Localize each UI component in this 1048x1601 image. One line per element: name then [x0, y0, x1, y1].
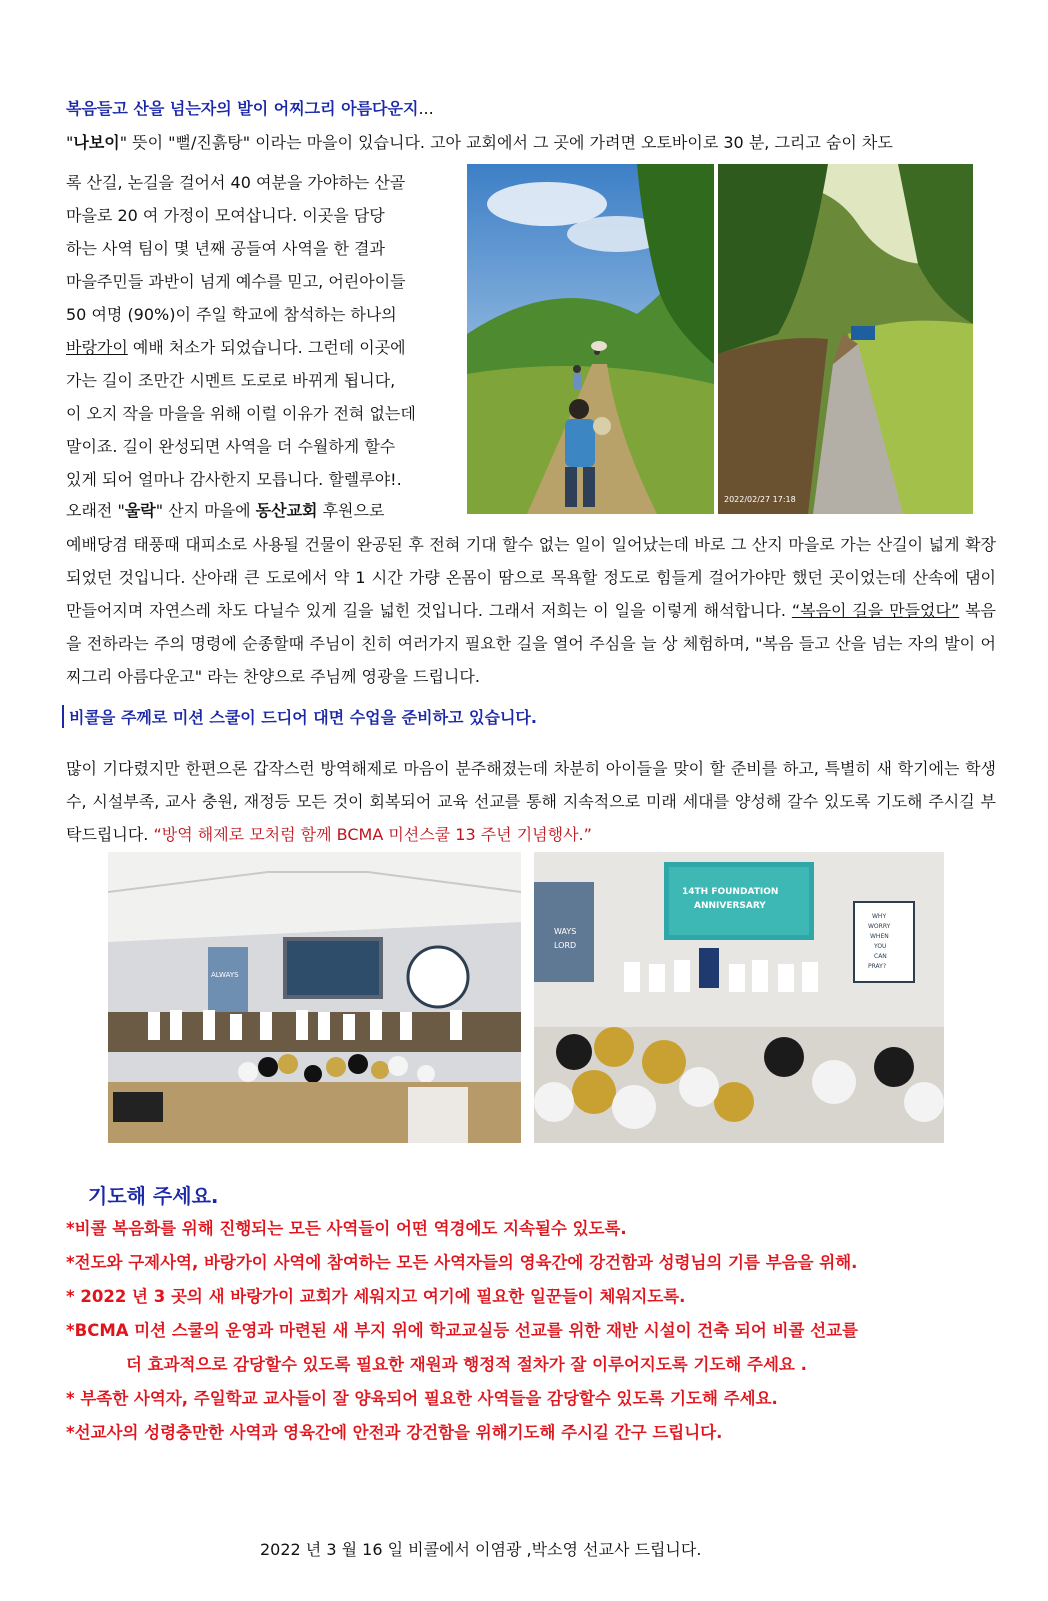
stage-sign-c: LORD	[554, 941, 577, 950]
text-fragment: 복음을 전하라는 주의 명령에 순종할때 주님이 친히 여러가지 필요한 길을 열어 주심을 늘 상 체험하며, "복음 들고 산을 넘는 자의 발이 어찌그리 아름다운고" 라는 찬양으로 주님께 영광을 드립니다.	[66, 601, 997, 686]
text-line: 하는 사역 팀이 몇 년째 공들여 사역을 한 결과	[66, 239, 385, 258]
wall-word: WORRY	[868, 923, 891, 930]
anniversary-illustration	[534, 852, 944, 1143]
anniversary-quote: “방역 해제로 모처럼 함께 BCMA 미션스쿨 13 주년 기념행사.”	[153, 825, 592, 844]
paragraph3-body	[66, 752, 996, 851]
prayer-item-continued: 더 효과적으로 감당할수 있도록 필요한 재원과 행정적 절차가 잘 이루어지도록 기도해 주세요 .	[126, 1355, 807, 1374]
prayer-item: *BCMA 미션 스쿨의 운영과 마련된 새 부지 위에 학교교실등 선교를 위한 재반 시설이 건축 되어 비콜 선교를	[66, 1321, 858, 1340]
stage-sign-b: WAYS	[554, 927, 577, 936]
wall-word: WHEN	[870, 933, 889, 940]
photo-stage-students	[108, 852, 521, 1143]
intro-quote: "	[66, 133, 74, 152]
intro-line	[66, 130, 996, 153]
section-title-gospel-feet	[66, 96, 434, 119]
wall-word: CAN	[874, 953, 887, 960]
text-fragment: 예배 처소가 되었습니다. 그런데 이곳에	[127, 338, 406, 357]
photo-anniversary-group	[534, 852, 944, 1143]
church-name: 동산교회	[255, 501, 318, 520]
underlined-quote: “복음이 길을 만들었다”	[791, 601, 960, 620]
prayer-item: * 2022 년 3 곳의 새 바랑가이 교회가 세워지고 여기에 필요한 일꾼들이 체워지도록.	[66, 1287, 686, 1306]
text-fragment: 오래전 "	[66, 501, 125, 520]
cement-road-illustration	[718, 164, 973, 514]
text-line: 있게 되어 얼마나 감사한지 모릅니다. 할렐루야!.	[66, 470, 402, 489]
prayer-item: * 부족한 사역자, 주일학교 교사들이 잘 양육되어 필요한 사역들을 감당할수 있도록 기도해 주세요.	[66, 1389, 778, 1408]
left-column-text	[66, 166, 466, 496]
village-name-ulak: 울락	[124, 501, 156, 520]
photo-hill-trail	[467, 164, 714, 514]
underlined-barangay: 바랑가이	[66, 338, 128, 357]
prayer-title: 기도해 주세요.	[88, 1184, 219, 1208]
wall-word: WHY	[872, 913, 887, 920]
signature-line: 2022 년 3 월 16 일 비콜에서 이염광 ,박소영 선교사 드립니다.	[260, 1540, 702, 1559]
title-text: 복음들고 산을 넘는자의 발이 어찌그리 아름다운지	[66, 99, 419, 118]
text-line: 50 여명 (90%)이 주일 학교에 참석하는 하나의	[66, 305, 397, 324]
village-name-naboi: 나보이	[73, 133, 120, 152]
paragraph2-body	[66, 528, 996, 693]
text-fragment: 후원으로	[317, 501, 385, 520]
paragraph2-start	[66, 498, 384, 521]
text-line: 록 산길, 논길을 걸어서 40 여분을 가야하는 산골	[66, 173, 406, 192]
intro-text: " 뜻이 "뻘/진흙탕" 이라는 마을이 있습니다. 고아 교회에서 그 곳에 가려면 오토바이로 30 분, 그리고 숨이 차도	[119, 133, 893, 152]
text-fragment: 많이 기다렸지만 한편으론 갑작스런 방역해제로 마음이 분주해졌는데 차분히 아이들을 맞이 할 준비를 하고, 특별히 새 학기에는 학생 수, 시설부족, 교사 충원, 재정등 모든 것이 회복되어 교육 선교를 통해 지속적으로 미래 세대를 양성해 갈수 있도록 기도해 주시길 부탁드립니다.	[66, 759, 996, 844]
photo-timestamp: 2022/02/27 17:18	[724, 495, 796, 504]
section-title-mission-school: 비콜을 주께로 미션 스쿨이 드디어 대면 수업을 준비하고 있습니다.	[62, 705, 537, 728]
prayer-item: *비콜 복음화를 위해 진행되는 모든 사역들이 어떤 역경에도 지속될수 있도록.	[66, 1219, 627, 1238]
prayer-item: *선교사의 성령충만한 사역과 영육간에 안전과 강건함을 위해기도해 주시길 간구 드립니다.	[66, 1423, 723, 1442]
text-line: 말이죠. 길이 완성되면 사역을 더 수월하게 할수	[66, 437, 396, 456]
prayer-item: *전도와 구제사역, 바랑가이 사역에 참여하는 모든 사역자들의 영육간에 강건함과 성령님의 기름 부음을 위해.	[66, 1253, 858, 1272]
banner-line1: 14TH FOUNDATION	[682, 887, 779, 897]
text-line: 마을주민들 과반이 넘게 예수를 믿고, 어린아이들	[66, 272, 406, 291]
text-line: 이 오지 작을 마을을 위해 이럴 이유가 전혀 없는데	[66, 404, 416, 423]
banner-line2: ANNIVERSARY	[694, 901, 766, 911]
photo-cement-road	[718, 164, 973, 514]
stage-illustration	[108, 852, 521, 1143]
hill-trail-illustration	[467, 164, 714, 514]
text-fragment: 예배당겸 태풍때 대피소로 사용될 건물이 완공된 후 전혀 기대 할수 없는 일이 일어났는데 바로 그 산지 마을로 가는 산길이 넓게 확장 되었던 것입니다. 산아래 큰 도로에서 약 1 시간 가량 온몸이 땀으로 목욕할 정도로 힘들게 걸어가야만 했던 곳이었는데 산속에 댐이 만들어지며 자연스레 차도 다닐수 있게 길을 넓힌 것입니다. 그래서 저희는 이 일을 이렇게 해석합니다.	[66, 535, 996, 620]
text-line: 마을로 20 여 가정이 모여삽니다. 이곳을 담당	[66, 206, 385, 225]
wall-word: YOU	[874, 943, 887, 950]
text-line: 가는 길이 조만간 시멘트 도로로 바뀌게 됩니다,	[66, 371, 396, 390]
wall-word: PRAY?	[868, 963, 887, 970]
stage-sign-left: ALWAYS	[211, 971, 239, 979]
text-line	[66, 331, 466, 364]
text-fragment: " 산지 마을에	[155, 501, 256, 520]
title-ellipsis: ...	[418, 99, 434, 118]
